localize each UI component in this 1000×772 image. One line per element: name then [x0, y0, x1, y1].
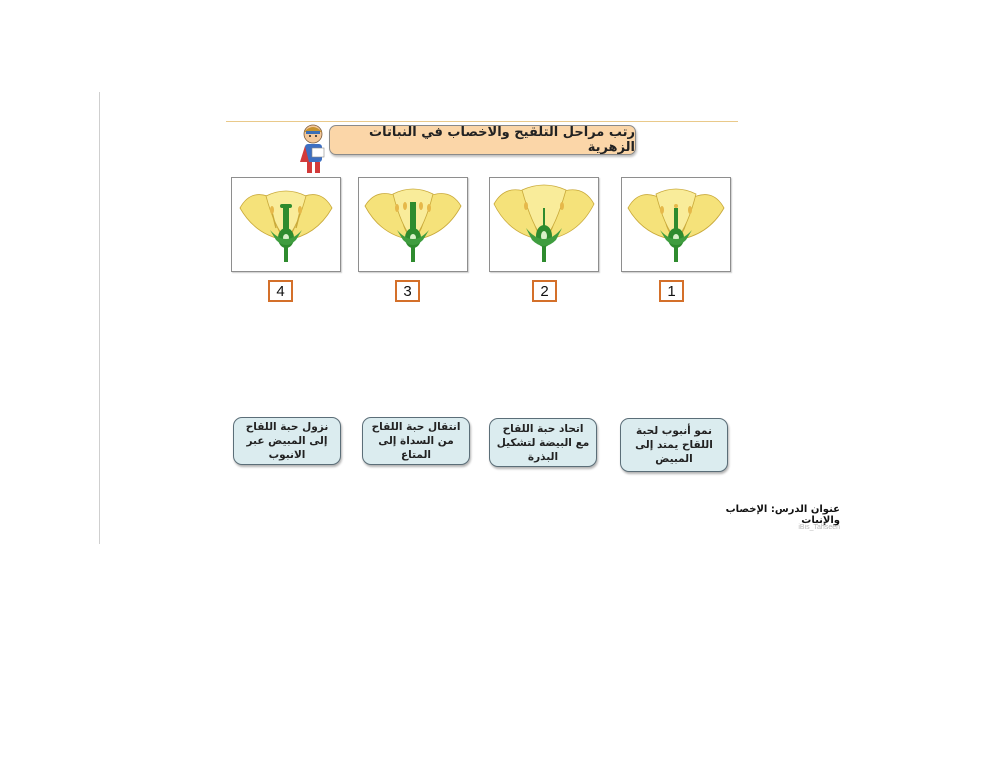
flower-image-card[interactable]	[621, 177, 731, 272]
lesson-title: عنوان الدرس: الإخصاب والإنبات	[725, 504, 840, 526]
stage-card[interactable]: انتقال حبة اللقاح من السداة إلى المتاع	[362, 417, 470, 465]
stage-card[interactable]: نزول حبة اللقاح إلى المبيض عبر الانبوب	[233, 417, 341, 465]
flower-image-card[interactable]	[231, 177, 341, 272]
flower-diagram-icon	[359, 178, 467, 271]
flower-image-card[interactable]	[489, 177, 599, 272]
stage-card[interactable]: اتحاد حبة اللقاح مع البيضة لتشكيل البذرة	[489, 418, 597, 467]
worksheet-title: رتب مراحل التلقيح والاخصاب في النباتات الزهرية	[329, 125, 636, 155]
stage-card[interactable]: نمو أنبوب لحبة اللقاح يمتد إلى المبيض	[620, 418, 728, 472]
mascot-icon	[297, 122, 333, 176]
flower-diagram-icon	[490, 178, 598, 271]
flower-diagram-icon	[622, 178, 730, 271]
flower-image-card[interactable]	[358, 177, 468, 272]
order-number-box[interactable]: 2	[532, 280, 557, 302]
order-number-box[interactable]: 4	[268, 280, 293, 302]
watermark: iBis_Tahseen	[798, 524, 840, 531]
page-left-rule	[99, 92, 100, 544]
order-number-box[interactable]: 3	[395, 280, 420, 302]
flower-diagram-icon	[232, 178, 340, 271]
order-number-box[interactable]: 1	[659, 280, 684, 302]
